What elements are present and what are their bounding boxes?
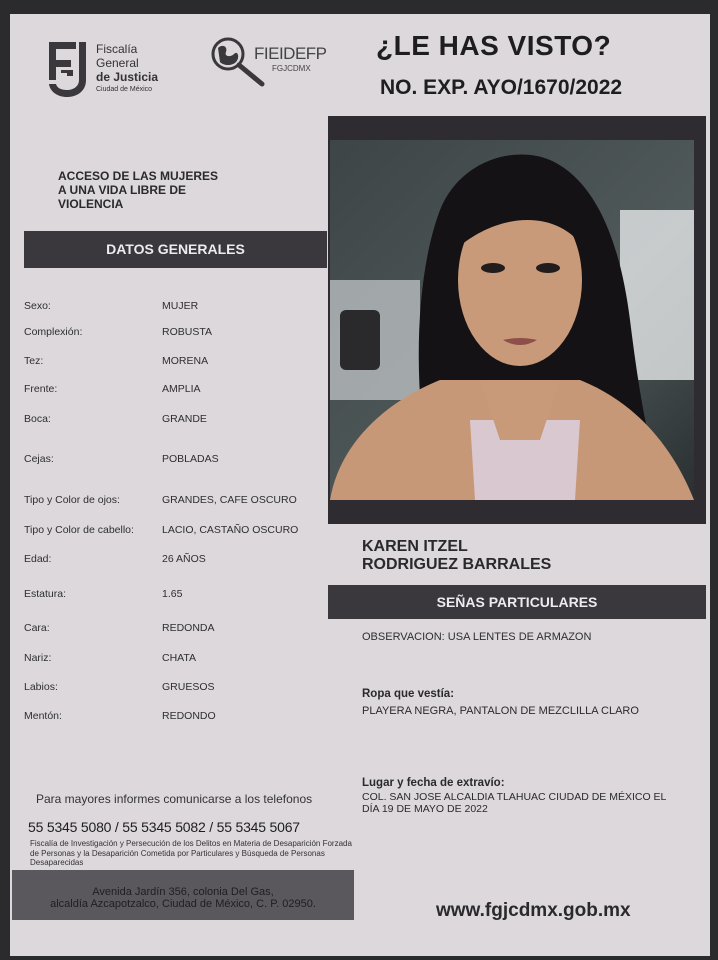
datos-value: GRUESOS bbox=[162, 681, 215, 693]
datos-label: Complexión: bbox=[24, 326, 83, 338]
address-line1: Avenida Jardín 356, colonia Del Gas, bbox=[92, 886, 274, 898]
datos-value: POBLADAS bbox=[162, 453, 219, 465]
datos-label: Frente: bbox=[24, 383, 58, 395]
datos-value: REDONDA bbox=[162, 622, 215, 634]
fieidefp-sub: FGJCDMX bbox=[272, 64, 311, 73]
datos-label: Tez: bbox=[24, 355, 44, 367]
lugar-label: Lugar y fecha de extravío: bbox=[362, 777, 505, 789]
datos-label: Mentón: bbox=[24, 710, 62, 722]
lugar-line2: DÍA 19 DE MAYO DE 2022 bbox=[362, 803, 488, 815]
person-name-line1: KAREN ITZEL bbox=[362, 538, 468, 555]
expediente-number: NO. EXP. AYO/1670/2022 bbox=[380, 76, 623, 99]
fgj-emblem-icon bbox=[46, 40, 88, 98]
datos-value: 1.65 bbox=[162, 588, 183, 600]
senas-particulares-header: SEÑAS PARTICULARES bbox=[328, 585, 706, 619]
fgj-line4: Ciudad de México bbox=[96, 86, 153, 93]
datos-value: MORENA bbox=[162, 355, 209, 367]
person-name-line2: RODRIGUEZ BARRALES bbox=[362, 556, 552, 573]
datos-value: AMPLIA bbox=[162, 383, 201, 395]
fieidefp-title: FIEIDEFP bbox=[254, 44, 327, 63]
fieidefp-logo bbox=[210, 36, 340, 88]
datos-label: Edad: bbox=[24, 553, 52, 565]
website-link[interactable]: www.fgjcdmx.gob.mx bbox=[436, 900, 631, 921]
address-line2: alcaldía Azcapotzalco, Ciudad de México, C. P. 02950. bbox=[50, 898, 316, 910]
headline: ¿LE HAS VISTO? bbox=[376, 30, 612, 61]
datos-value: MUJER bbox=[162, 300, 199, 312]
photo-frame bbox=[328, 116, 706, 524]
contact-title: Para mayores informes comunicarse a los telefonos bbox=[36, 792, 313, 806]
datos-label: Boca: bbox=[24, 413, 51, 425]
phone-numbers: 55 5345 5080 / 55 5345 5082 / 55 5345 5067 bbox=[28, 819, 300, 835]
datos-value: ROBUSTA bbox=[162, 326, 212, 338]
program-line2: A UNA VIDA LIBRE DE bbox=[58, 183, 187, 197]
person-name bbox=[362, 538, 551, 574]
fgj-line1: Fiscalía bbox=[96, 42, 138, 56]
program-line1: ACCESO DE LAS MUJERES bbox=[58, 169, 219, 183]
program-line3: VIOLENCIA bbox=[58, 197, 124, 211]
datos-label: Cara: bbox=[24, 622, 50, 634]
datos-value: GRANDE bbox=[162, 413, 207, 425]
person-photo bbox=[330, 140, 694, 500]
datos-label: Sexo: bbox=[24, 300, 51, 312]
lugar-value bbox=[362, 791, 707, 815]
datos-value: 26 AÑOS bbox=[162, 553, 206, 565]
datos-value: CHATA bbox=[162, 652, 197, 664]
datos-label: Tipo y Color de cabello: bbox=[24, 524, 134, 536]
program-title bbox=[58, 169, 278, 211]
lugar-line1: COL. SAN JOSE ALCALDIA TLAHUAC CIUDAD DE MÉXICO EL bbox=[362, 791, 667, 803]
ropa-value: PLAYERA NEGRA, PANTALON DE MEZCLILLA CLARO bbox=[362, 705, 639, 717]
datos-generales-header: DATOS GENERALES bbox=[24, 231, 327, 268]
fgj-line3: de Justicia bbox=[96, 70, 159, 84]
datos-label: Estatura: bbox=[24, 588, 67, 600]
fiscalia-name: Fiscalía de Investigación y Persecución de los Delitos en Materia de Desaparición Forzada de Personas y la Desaparición Cometida por Particulares y Búsqueda de Personas Desaparecidas bbox=[30, 839, 352, 867]
datos-value: REDONDO bbox=[162, 710, 216, 722]
datos-label: Nariz: bbox=[24, 652, 52, 664]
portrait-placeholder bbox=[330, 140, 694, 500]
datos-value: LACIO, CASTAÑO OSCURO bbox=[162, 524, 299, 536]
datos-value: GRANDES, CAFE OSCURO bbox=[162, 494, 297, 506]
observacion-text: OBSERVACION: USA LENTES DE ARMAZON bbox=[362, 631, 592, 643]
ropa-label: Ropa que vestía: bbox=[362, 688, 455, 700]
datos-label: Labios: bbox=[24, 681, 58, 693]
missing-person-flyer bbox=[10, 14, 710, 956]
datos-label: Tipo y Color de ojos: bbox=[24, 494, 120, 506]
fgj-logo bbox=[46, 40, 176, 110]
datos-label: Cejas: bbox=[24, 453, 54, 465]
fgj-line2: General bbox=[96, 56, 139, 70]
address-text bbox=[12, 886, 354, 910]
